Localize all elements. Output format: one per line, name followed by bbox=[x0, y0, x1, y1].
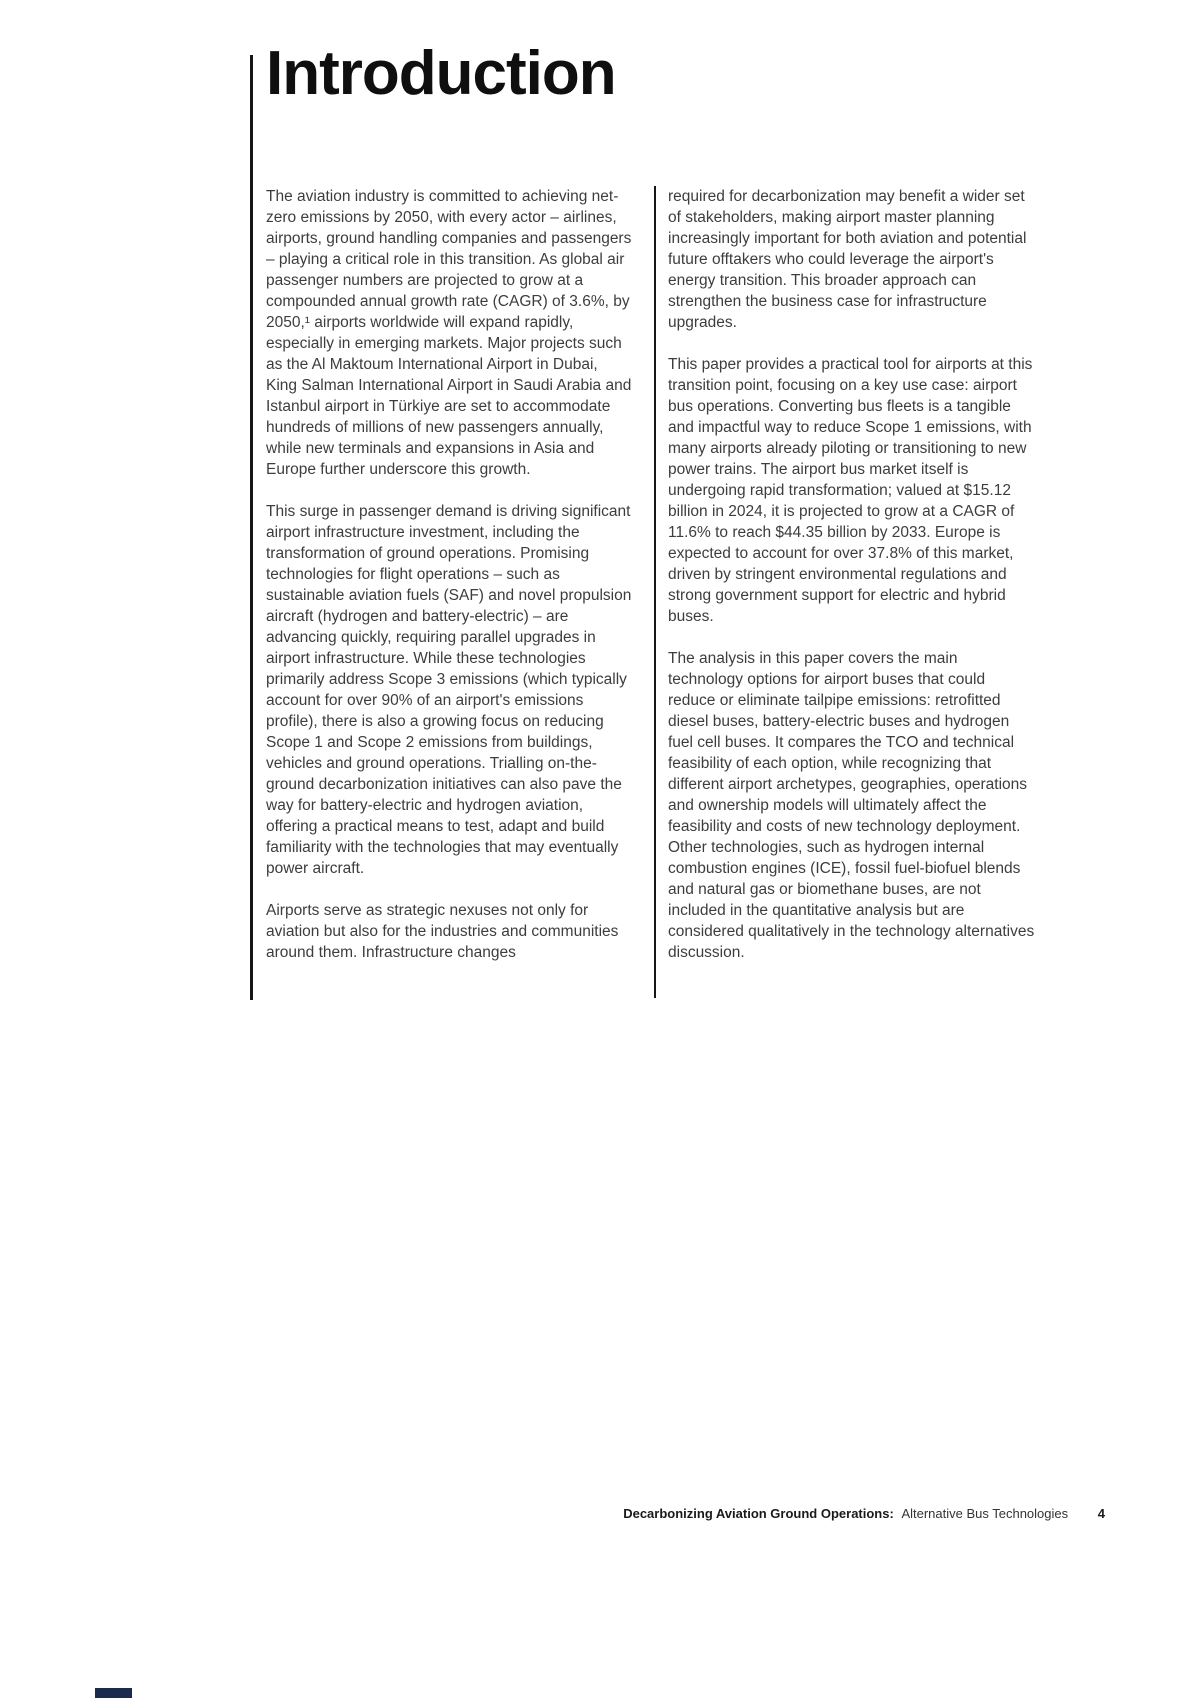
footer-accent-bar bbox=[95, 1688, 132, 1698]
left-column bbox=[266, 186, 632, 984]
page-footer bbox=[0, 1506, 1105, 1521]
footer-doc-title: Decarbonizing Aviation Ground Operations: bbox=[623, 1506, 894, 1521]
section-rule bbox=[250, 55, 253, 1000]
page-number: 4 bbox=[1097, 1506, 1105, 1521]
paragraph: The aviation industry is committed to achieving net-zero emissions by 2050, with every actor – airlines, airports, ground handling companies and passengers – playing a critical role in this transition. As global air passenger numbers are projected to grow at a compounded annual growth rate (CAGR) of 3.6%, by 2050,¹ airports worldwide will expand rapidly, especially in emerging markets. Major projects such as the Al Maktoum International Airport in Dubai, King Salman International Airport in Saudi Arabia and Istanbul airport in Türkiye are set to accommodate hundreds of millions of new passengers annually, while new terminals and expansions in Asia and Europe further underscore this growth. bbox=[266, 188, 632, 478]
right-column bbox=[668, 186, 1036, 984]
page-title: Introduction bbox=[266, 39, 616, 108]
paragraph: The analysis in this paper covers the main technology options for airport buses that could reduce or eliminate tailpipe emissions: retrofitted diesel buses, battery-electric buses and hydrogen fuel cell buses. It compares the TCO and technical feasibility of each option, while recognizing that different airport archetypes, geographies, operations and ownership models will ultimately affect the feasibility and costs of new technology deployment. Other technologies, such as hydrogen internal combustion engines (ICE), fossil fuel-biofuel blends and natural gas or biomethane buses, are not included in the quantitative analysis but are considered qualitatively in the technology alternatives discussion. bbox=[668, 650, 1035, 961]
paragraph: This paper provides a practical tool for airports at this transition point, focusing on a key use case: airport bus operations. Converting bus fleets is a tangible and impactful way to reduce Scope 1 emissions, with many airports already piloting or transitioning to new power trains. The airport bus market itself is undergoing rapid transformation; valued at $15.12 billion in 2024, it is projected to grow at a CAGR of 11.6% to reach $44.35 billion by 2033. Europe is expected to account for over 37.8% of this market, driven by stringent environmental regulations and strong government support for electric and hybrid buses. bbox=[668, 356, 1033, 625]
paragraph: required for decarbonization may benefit a wider set of stakeholders, making airport master planning increasingly important for both aviation and potential future offtakers who could leverage the airport's energy transition. This broader approach can strengthen the business case for infrastructure upgrades. bbox=[668, 188, 1027, 331]
footer-doc-subtitle: Alternative Bus Technologies bbox=[901, 1506, 1069, 1521]
paragraph: This surge in passenger demand is driving significant airport infrastructure investment, including the transformation of ground operations. Promising technologies for flight operations – such as sustainable aviation fuels (SAF) and novel propulsion aircraft (hydrogen and battery-electric) – are advancing quickly, requiring parallel upgrades in airport infrastructure. While these technologies primarily address Scope 3 emissions (which typically account for over 90% of an airport's emissions profile), there is also a growing focus on reducing Scope 1 and Scope 2 emissions from buildings, vehicles and ground operations. Trialling on-the-ground decarbonization initiatives can also pave the way for battery-electric and hydrogen aviation, offering a practical means to test, adapt and build familiarity with the technologies that may eventually power aircraft. bbox=[266, 503, 632, 877]
paragraph: Airports serve as strategic nexuses not only for aviation but also for the industries and communities around them. Infrastructure changes bbox=[266, 902, 619, 961]
column-divider bbox=[654, 186, 656, 998]
